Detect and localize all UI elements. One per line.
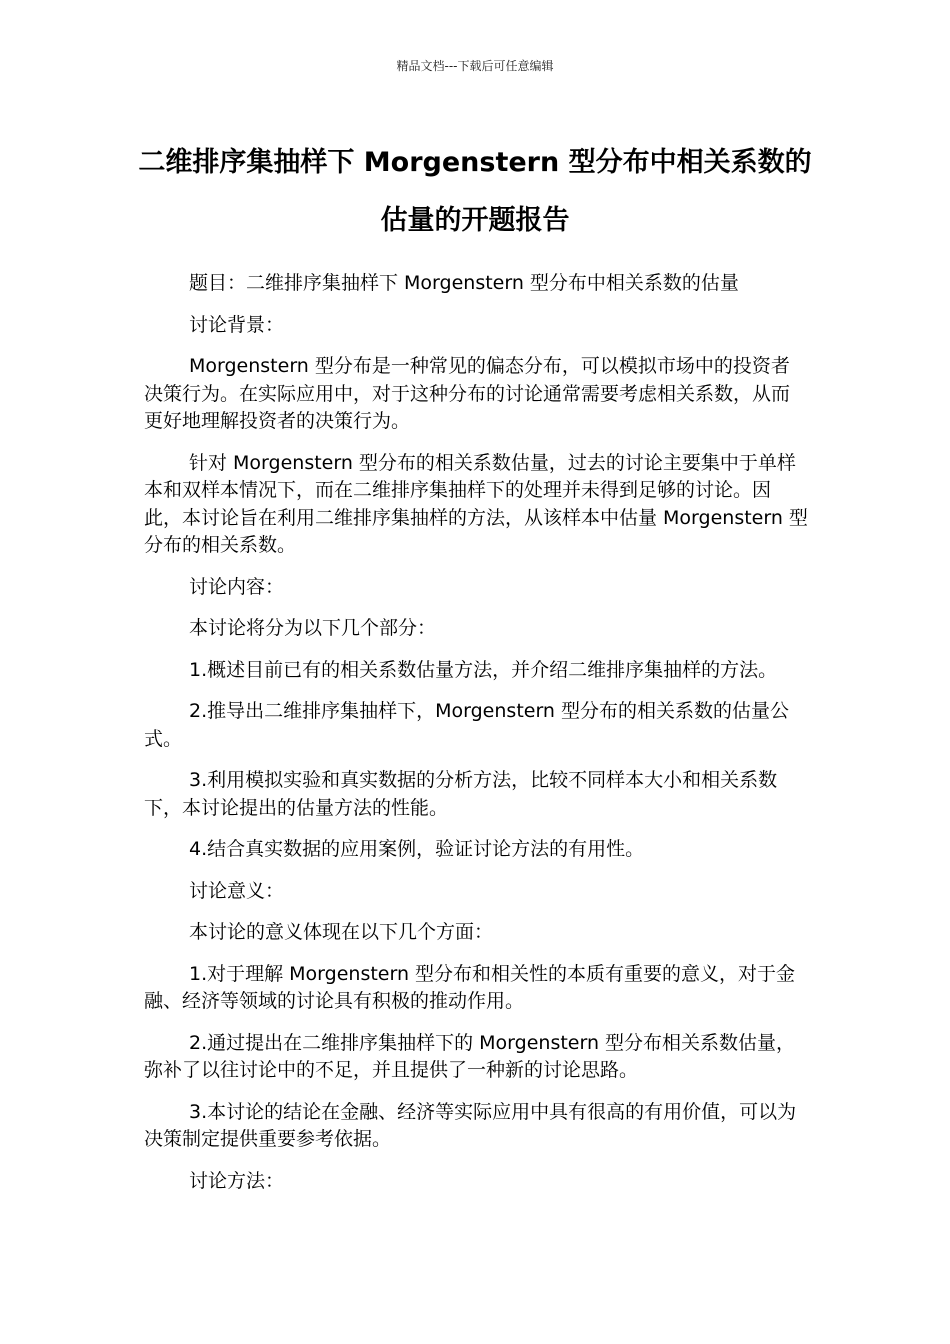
heading-background: 讨论背景： bbox=[189, 313, 285, 336]
heading-method: 讨论方法： bbox=[189, 1169, 285, 1192]
heading-significance: 讨论意义： bbox=[189, 879, 285, 902]
paragraph-topic: 题目：二维排序集抽样下 Morgenstern 型分布中相关系数的估量 bbox=[189, 272, 739, 294]
title-line-2: 估量的开题报告 bbox=[380, 205, 570, 236]
list-item-content-1: 1.概述目前已有的相关系数估量方法，并介绍二维排序集抽样的方法。 bbox=[189, 658, 778, 681]
heading-content: 讨论内容： bbox=[189, 575, 285, 598]
paragraph-background-1: Morgenstern 型分布是一种常见的偏态分布，可以模拟市场中的投资者决策行为。在实际应用中，对于这种分布的讨论通常需要考虑相关系数，从而更好地理解投资者的决策行为。 bbox=[144, 355, 791, 432]
paragraph-significance-intro: 本讨论的意义体现在以下几个方面： bbox=[189, 921, 494, 943]
list-item-content-3: 3.利用模拟实验和真实数据的分析方法，比较不同样本大小和相关系数下，本讨论提出的估量方法的性能。 bbox=[144, 769, 778, 819]
document-title bbox=[130, 134, 820, 250]
list-item-content-4: 4.结合真实数据的应用案例，验证讨论方法的有用性。 bbox=[189, 838, 645, 860]
title-line-1: 二维排序集抽样下 Morgenstern 型分布中相关系数的 bbox=[138, 147, 812, 178]
list-item-significance-2: 2.通过提出在二维排序集抽样下的 Morgenstern 型分布相关系数估量，弥补了以往讨论中的不足，并且提供了一种新的讨论思路。 bbox=[144, 1031, 796, 1081]
paragraph-content-intro: 本讨论将分为以下几个部分： bbox=[189, 617, 437, 639]
header-note: 精品文档---下载后可任意编辑 bbox=[396, 59, 554, 73]
paragraph-background-2: 针对 Morgenstern 型分布的相关系数估量，过去的讨论主要集中于单样本和双样本情况下，而在二维排序集抽样下的处理并未得到足够的讨论。因此，本讨论旨在利用二维排序集抽样的方法，从该样本中估量 Morgenstern 型分布的相关系数。 bbox=[144, 451, 808, 556]
list-item-content-2: 2.推导出二维排序集抽样下，Morgenstern 型分布的相关系数的估量公式。 bbox=[144, 700, 790, 750]
list-item-significance-3: 3.本讨论的结论在金融、经济等实际应用中具有很高的有用价值，可以为决策制定提供重要参考依据。 bbox=[144, 1100, 797, 1150]
document-body bbox=[144, 270, 808, 1209]
list-item-significance-1: 1.对于理解 Morgenstern 型分布和相关性的本质有重要的意义，对于金融、经济等领域的讨论具有积极的推动作用。 bbox=[144, 962, 796, 1012]
